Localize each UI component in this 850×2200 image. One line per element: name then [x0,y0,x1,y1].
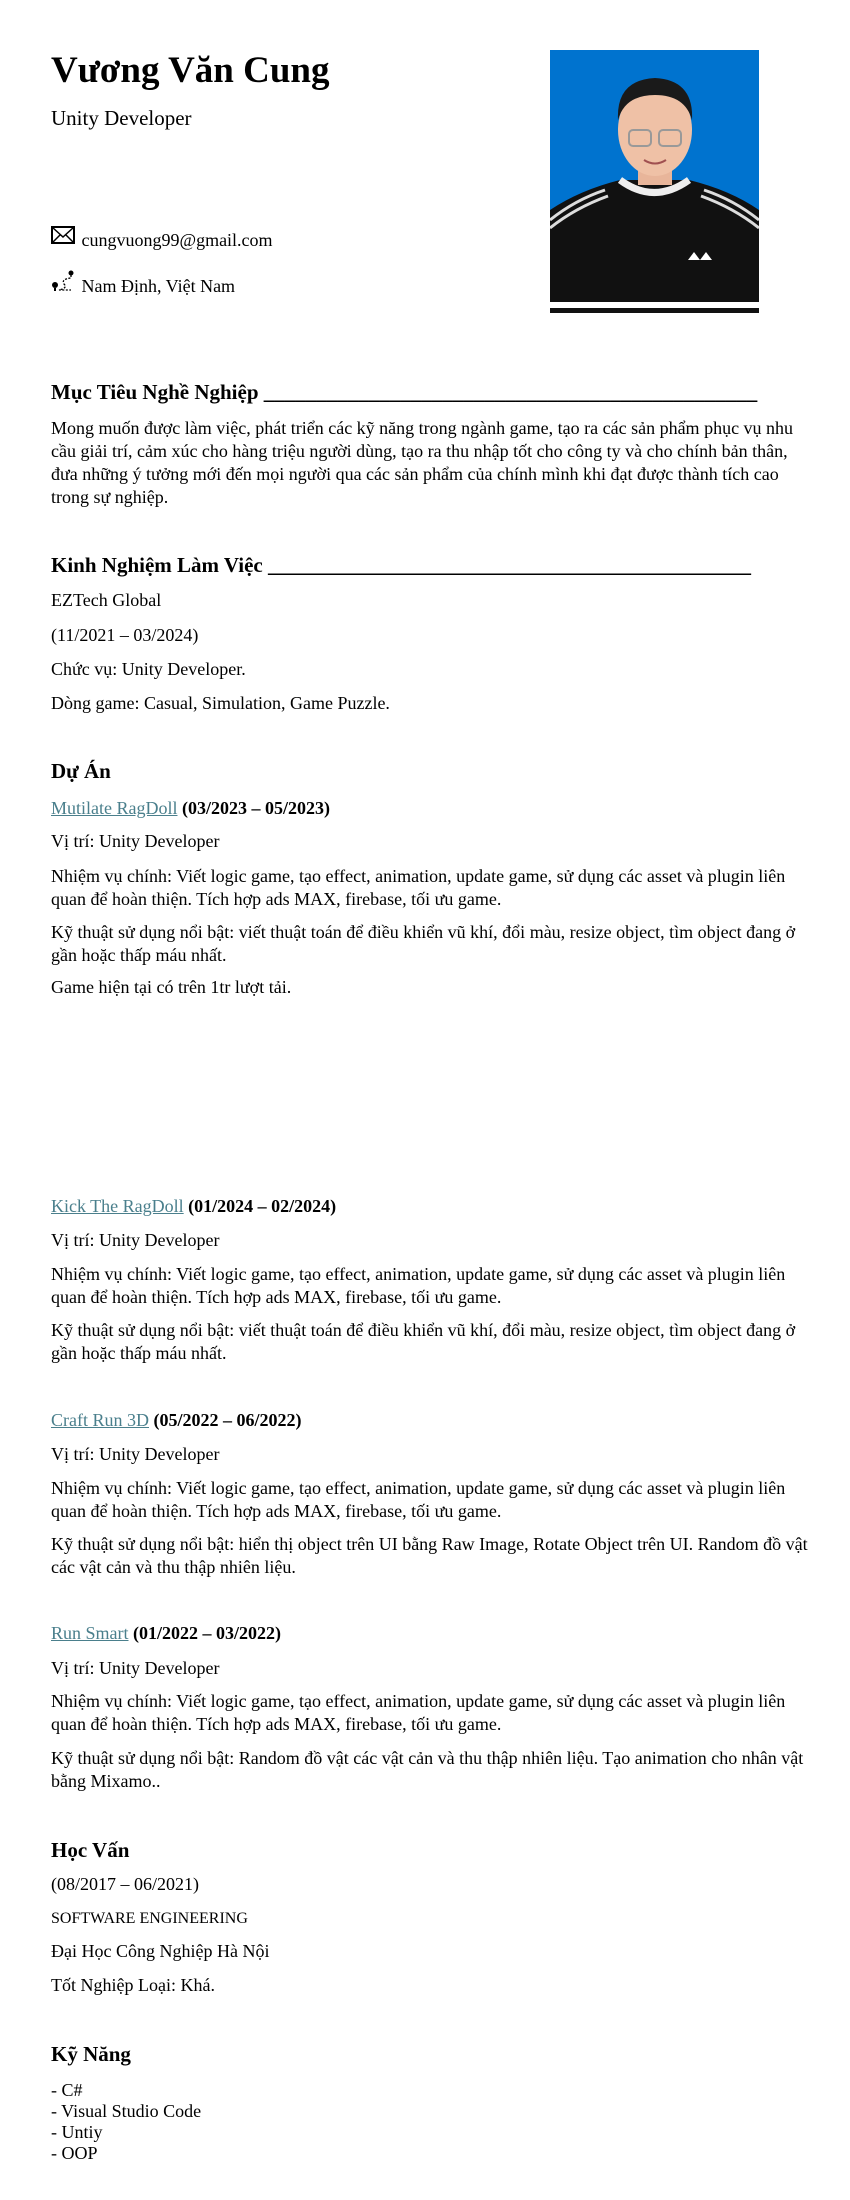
project-position: Vị trí: Unity Developer [51,831,220,851]
skills-list [51,2080,201,2164]
email-link[interactable]: cungvuong99@gmail.com [81,230,273,250]
project-title [51,1622,281,1645]
project-position: Vị trí: Unity Developer [51,1230,220,1250]
education-period: (08/2017 – 06/2021) [51,1874,199,1894]
skill-item: - OOP [51,2143,98,2163]
project-title [51,1195,336,1218]
profile-photo [550,50,759,313]
project-link[interactable]: Run Smart [51,1623,129,1643]
project-period: (03/2023 – 05/2023) [181,798,330,818]
project-link[interactable]: Craft Run 3D [51,1410,149,1430]
skill-item: - Visual Studio Code [51,2101,202,2121]
project-link[interactable]: Mutilate RagDoll [51,798,178,818]
project-link[interactable]: Kick The RagDoll [51,1196,184,1216]
skill-item: - C# [51,2080,83,2100]
project-duties: Nhiệm vụ chính: Viết logic game, tạo effect, animation, update game, sử dụng các asset và plugin liên quan để hoàn thiện. Tích hợp ads MAX, firebase, tối ưu game. [51,1691,786,1734]
experience-genres: Dòng game: Casual, Simulation, Game Puzzle. [51,693,390,713]
project-title [51,797,330,820]
location-text: Nam Định, Việt Nam [81,276,236,296]
experience-role: Chức vụ: Unity Developer. [51,659,246,679]
map-route-icon [51,270,77,292]
education-grade: Tốt Nghiệp Loại: Khá. [51,1975,215,1995]
envelope-icon [51,226,77,248]
project-title [51,1409,302,1432]
project-duties: Nhiệm vụ chính: Viết logic game, tạo effect, animation, update game, sử dụng các asset và plugin liên quan để hoàn thiện. Tích hợp ads MAX, firebase, tối ưu game. [51,866,786,909]
education-heading: Học Vấn [51,1838,130,1862]
skill-item: - Untiy [51,2122,103,2142]
project-techniques: Kỹ thuật sử dụng nổi bật: viết thuật toán để điều khiển vũ khí, đổi màu, resize object, tìm object đang ở gần hoặc thấp máu nhất. [51,922,796,965]
experience-period: (11/2021 – 03/2024) [51,625,199,645]
project-position: Vị trí: Unity Developer [51,1444,220,1464]
project-period: (01/2022 – 03/2022) [133,1623,282,1643]
candidate-name: Vương Văn Cung [51,50,330,91]
company-name: EZTech Global [51,590,162,610]
project-duties: Nhiệm vụ chính: Viết logic game, tạo effect, animation, update game, sử dụng các asset và plugin liên quan để hoàn thiện. Tích hợp ads MAX, firebase, tối ưu game. [51,1478,786,1521]
project-techniques: Kỹ thuật sử dụng nổi bật: viết thuật toán để điều khiển vũ khí, đổi màu, resize object, tìm object đang ở gần hoặc thấp máu nhất. [51,1320,796,1363]
project-position: Vị trí: Unity Developer [51,1658,220,1678]
location-row [51,270,235,298]
education-major: SOFTWARE ENGINEERING [51,1910,248,1927]
objective-text: Mong muốn được làm việc, phát triển các kỹ năng trong ngành game, tạo ra các sản phẩm phục vụ nhu cầu giải trí, cảm xúc cho hàng triệu người dùng, tạo ra thu nhập tốt cho công ty và cho chính bản thân, đưa những ý tưởng mới đến mọi người qua các sản phẩm của chính mình khi đạt được thành tích cao trong sự nghiệp. [51,418,794,507]
education-school: Đại Học Công Nghiệp Hà Nội [51,1941,270,1961]
projects-heading: Dự Án [51,759,111,783]
objective-heading: Mục Tiêu Nghề Nghiệp _______________________________________________ [51,380,758,404]
project-duties: Nhiệm vụ chính: Viết logic game, tạo effect, animation, update game, sử dụng các asset và plugin liên quan để hoàn thiện. Tích hợp ads MAX, firebase, tối ưu game. [51,1264,786,1307]
job-title: Unity Developer [51,106,192,130]
experience-heading: Kinh Nghiệm Làm Việc ______________________________________________ [51,553,752,577]
project-period: (01/2024 – 02/2024) [188,1196,337,1216]
project-techniques: Kỹ thuật sử dụng nổi bật: hiển thị object trên UI bằng Raw Image, Rotate Object trên UI. Random đồ vật các vật cản và thu thập nhiên liệu. [51,1534,808,1577]
project-techniques: Kỹ thuật sử dụng nổi bật: Random đồ vật các vật cản và thu thập nhiên liệu. Tạo animation cho nhân vật bằng Mixamo.. [51,1748,804,1791]
project-period: (05/2022 – 06/2022) [153,1410,302,1430]
project-note: Game hiện tại có trên 1tr lượt tải. [51,977,292,997]
skills-heading: Kỹ Năng [51,2042,131,2066]
email-row [51,226,273,252]
